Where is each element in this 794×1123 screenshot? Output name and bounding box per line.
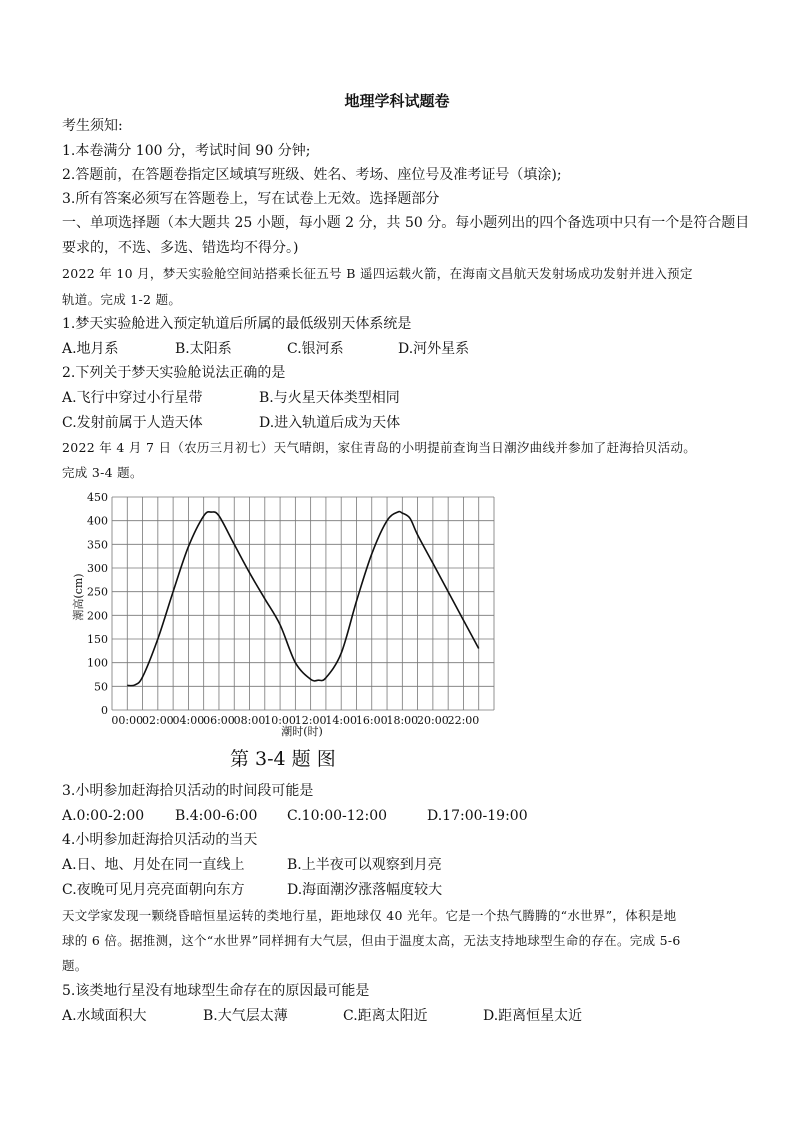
q4-stem: 4.小明参加赶海拾贝活动的当天 — [62, 832, 258, 848]
x-tick-label: 16:00 — [355, 714, 388, 727]
material-2-line1: 2022 年 4 月 7 日（农历三月初七）天气晴朗，家住青岛的小明提前查询当日潮汐曲线并参加了赶海拾贝活动。 — [62, 440, 697, 455]
q3-option-d[interactable]: D.17:00-19:00 — [427, 808, 528, 824]
notice-item-3: 3.所有答案必须写在答题卷上，写在试卷上无效。选择题部分 — [62, 191, 440, 207]
q5-option-c[interactable]: C.距离太阳近 — [343, 1008, 428, 1024]
q2-option-b[interactable]: B.与火星天体类型相同 — [259, 390, 400, 406]
y-tick-label: 150 — [87, 633, 108, 646]
x-tick-label: 12:00 — [294, 714, 327, 727]
x-tick-label: 22:00 — [447, 714, 480, 727]
x-tick-label: 06:00 — [203, 714, 235, 727]
material-3-line3: 题。 — [62, 958, 88, 973]
notice-item-2: 2.答题前，在答题卷指定区域填写班级、姓名、考场、座位号及准考证号（填涂); — [62, 167, 562, 183]
q2-option-c[interactable]: C.发射前属于人造天体 — [62, 415, 203, 431]
x-tick-label: 08:00 — [233, 714, 266, 727]
y-tick-label: 50 — [94, 680, 108, 694]
y-axis-label: 潮高(cm) — [72, 573, 85, 621]
q5-option-a[interactable]: A.水域面积大 — [62, 1008, 147, 1024]
y-tick-label: 400 — [87, 514, 108, 528]
x-tick-label: 20:00 — [417, 714, 449, 727]
figure-caption: 第 3-4 题 图 — [230, 748, 336, 770]
q5-stem: 5.该类地行星没有地球型生命存在的原因最可能是 — [62, 983, 370, 999]
q1-option-d[interactable]: D.河外星系 — [398, 341, 470, 357]
q2-stem: 2.下列关于梦天实验舱说法正确的是 — [62, 365, 286, 381]
q2-option-a[interactable]: A.飞行中穿过小行星带 — [62, 390, 203, 406]
q1-option-a[interactable]: A.地月系 — [62, 341, 119, 357]
tide-curve — [127, 512, 478, 686]
q4-option-a[interactable]: A.日、地、月处在同一直线上 — [62, 857, 245, 873]
x-tick-label: 18:00 — [386, 714, 419, 727]
x-axis-label: 潮时(时) — [281, 725, 323, 738]
q3-option-a[interactable]: A.0:00-2:00 — [62, 808, 145, 824]
y-tick-label: 300 — [87, 562, 108, 575]
q3-option-b[interactable]: B.4:00-6:00 — [175, 808, 258, 824]
material-2-line2: 完成 3-4 题。 — [62, 465, 143, 480]
x-tick-label: 10:00 — [264, 714, 296, 727]
q5-option-d[interactable]: D.距离恒星太近 — [483, 1008, 583, 1024]
material-1-line1: 2022 年 10 月，梦天实验舱空间站搭乘长征五号 B 遥四运载火箭，在海南文昌航天发射场成功发射并进入预定 — [62, 266, 693, 281]
page-title: 地理学科试题卷 — [344, 92, 450, 110]
y-tick-labels — [87, 491, 108, 717]
q4-option-c[interactable]: C.夜晚可见月亮亮面朝向东方 — [62, 882, 245, 898]
notice-heading: 考生须知: — [62, 118, 123, 134]
q1-option-b[interactable]: B.太阳系 — [175, 341, 232, 357]
q2-option-d[interactable]: D.进入轨道后成为天体 — [259, 415, 401, 431]
tide-chart — [62, 487, 502, 742]
q1-stem: 1.梦天实验舱进入预定轨道后所属的最低级别天体系统是 — [62, 316, 412, 332]
q5-option-b[interactable]: B.大气层太薄 — [203, 1008, 288, 1024]
material-3-line1: 天文学家发现一颗绕昏暗恒星运转的类地行星，距地球仅 40 光年。它是一个热气腾腾的“水世界”，体积是地 — [62, 908, 677, 923]
q3-option-c[interactable]: C.10:00-12:00 — [287, 808, 388, 824]
y-tick-label: 200 — [87, 609, 108, 623]
y-tick-label: 100 — [87, 656, 108, 670]
q1-option-c[interactable]: C.银河系 — [287, 341, 344, 357]
y-tick-label: 250 — [87, 585, 108, 599]
material-3-line2: 球的 6 倍。据推测，这个“水世界”同样拥有大气层，但由于温度太高，无法支持地球型生命的存在。完成 5-6 — [62, 933, 681, 948]
tide-chart-svg — [62, 487, 502, 742]
y-tick-label: 0 — [101, 704, 108, 717]
section-instructions-line2: 要求的，不选、多选、错选均不得分。) — [62, 240, 299, 256]
y-tick-label: 350 — [87, 538, 108, 552]
material-1-line2: 轨道。完成 1-2 题。 — [62, 292, 182, 307]
notice-item-1: 1.本卷满分 100 分，考试时间 90 分钟; — [62, 143, 311, 159]
q4-option-b[interactable]: B.上半夜可以观察到月亮 — [287, 857, 442, 873]
x-tick-label: 04:00 — [172, 714, 205, 727]
x-tick-label: 02:00 — [141, 714, 174, 727]
q3-stem: 3.小明参加赶海拾贝活动的时间段可能是 — [62, 783, 314, 799]
y-tick-label: 450 — [87, 491, 108, 504]
section-instructions-line1: 一、单项选择题（本大题共 25 小题，每小题 2 分，共 50 分。每小题列出的四个备选项中只有一个是符合题目 — [62, 215, 750, 231]
x-tick-label: 00:00 — [111, 714, 144, 727]
x-tick-label: 14:00 — [325, 714, 358, 727]
q4-option-d[interactable]: D.海面潮汐涨落幅度较大 — [287, 882, 443, 898]
